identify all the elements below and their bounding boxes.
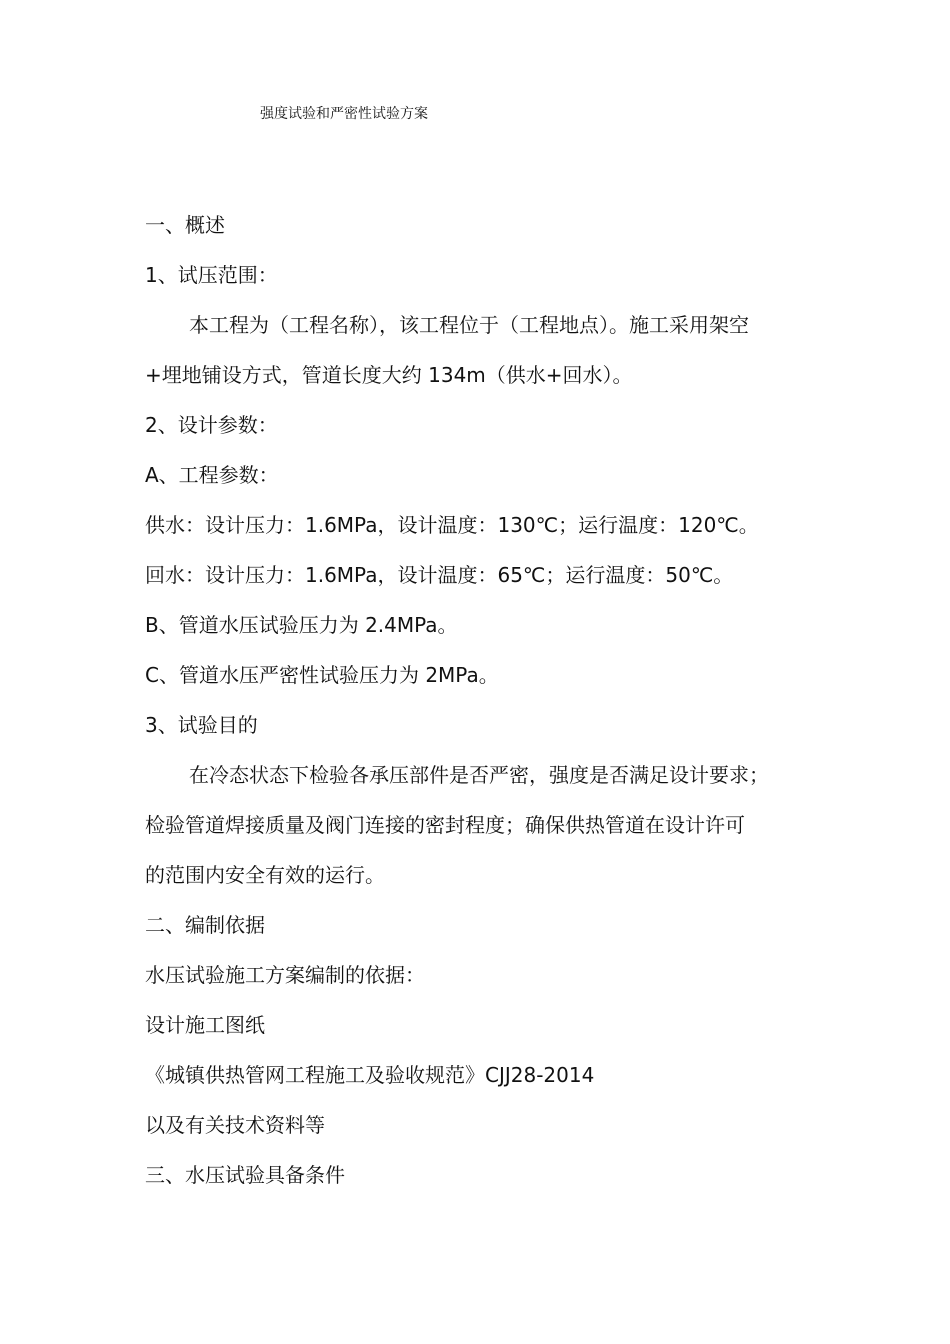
section-heading-conditions: 三、水压试验具备条件 <box>145 1163 345 1187</box>
document-title: 强度试验和严密性试验方案 <box>260 106 428 122</box>
document-body <box>145 200 835 1200</box>
paragraph-basis-intro: 水压试验施工方案编制的依据： <box>145 963 425 987</box>
subheading-design-parameters: 2、设计参数： <box>145 413 278 437</box>
section-heading-overview: 一、概述 <box>145 213 225 237</box>
basis-item-standard: 《城镇供热管网工程施工及验收规范》CJJ28-2014 <box>145 1063 595 1087</box>
paragraph-purpose-line-1: 在冷态状态下检验各承压部件是否严密，强度是否满足设计要求； <box>189 763 769 787</box>
parameter-supply-water: 供水：设计压力：1.6MPa，设计温度：130℃；运行温度：120℃。 <box>145 513 759 537</box>
paragraph-scope-line-2: +埋地铺设方式，管道长度大约 134m（供水+回水）。 <box>145 363 633 387</box>
paragraph-scope-line-1: 本工程为（工程名称），该工程位于（工程地点）。施工采用架空 <box>189 313 749 337</box>
parameter-strength-test-pressure: B、管道水压试验压力为 2.4MPa。 <box>145 613 458 637</box>
subheading-engineering-parameters: A、工程参数： <box>145 463 279 487</box>
paragraph-purpose-line-3: 的范围内安全有效的运行。 <box>145 863 385 887</box>
subheading-test-purpose: 3、试验目的 <box>145 713 258 737</box>
basis-item-technical-data: 以及有关技术资料等 <box>145 1113 325 1137</box>
basis-item-drawings: 设计施工图纸 <box>145 1013 265 1037</box>
parameter-return-water: 回水：设计压力：1.6MPa，设计温度：65℃；运行温度：50℃。 <box>145 563 734 587</box>
subheading-test-scope: 1、试压范围： <box>145 263 278 287</box>
section-heading-basis: 二、编制依据 <box>145 913 265 937</box>
parameter-tightness-test-pressure: C、管道水压严密性试验压力为 2MPa。 <box>145 663 499 687</box>
paragraph-purpose-line-2: 检验管道焊接质量及阀门连接的密封程度；确保供热管道在设计许可 <box>145 813 745 837</box>
